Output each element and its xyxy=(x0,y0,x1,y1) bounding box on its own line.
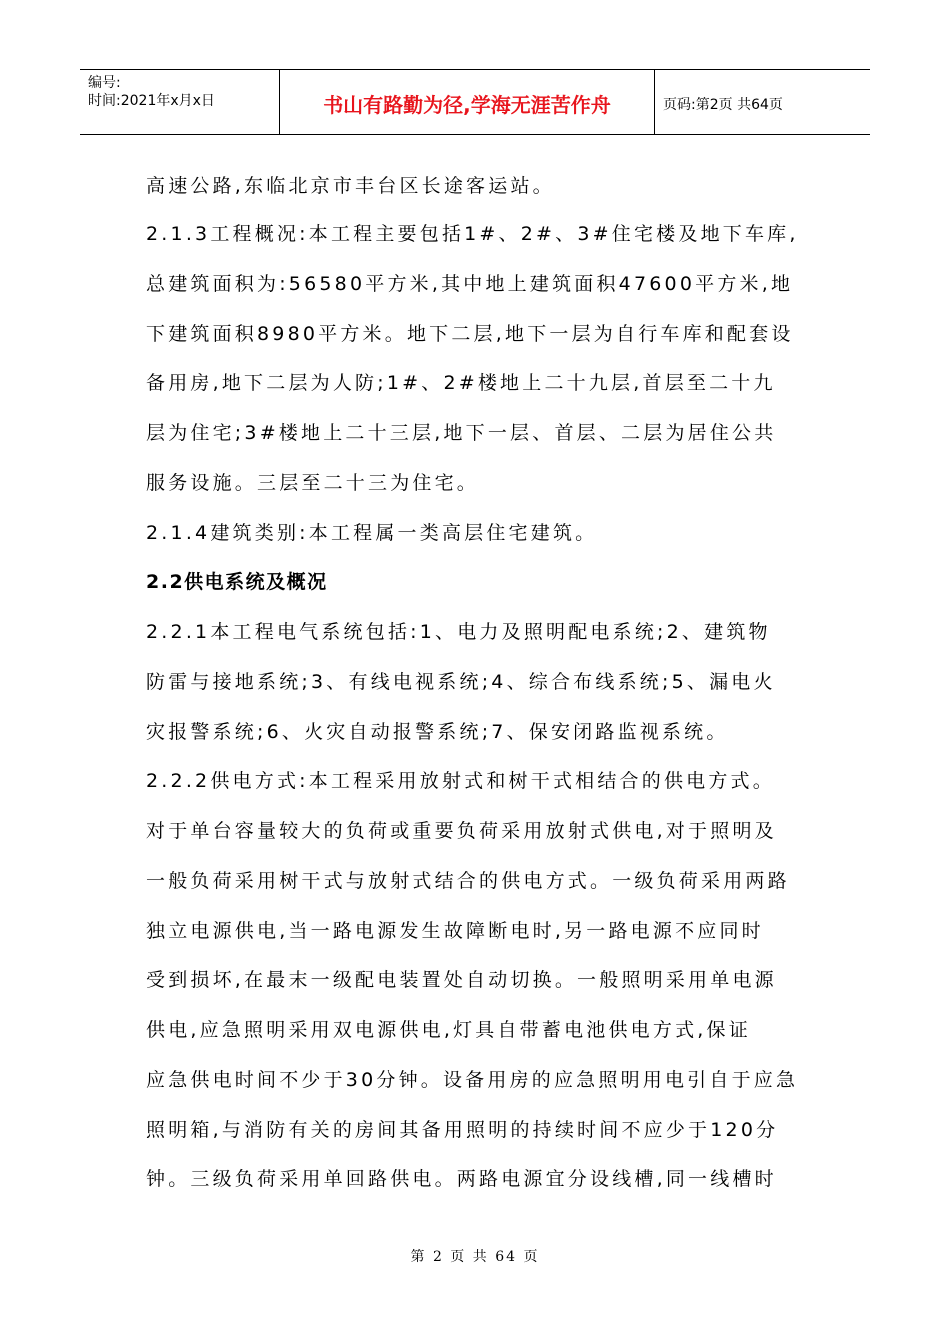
page-footer: 第 2 页 共 64 页 xyxy=(410,1249,540,1265)
body-line: 2.2.1本工程电气系统包括:1、电力及照明配电系统;2、建筑物 xyxy=(146,621,771,643)
body-line: 服务设施。三层至二十三为住宅。 xyxy=(146,472,480,494)
header-page-number: 页码:第2页 共64页 xyxy=(663,97,783,113)
body-line: 供电,应急照明采用双电源供电,灯具自带蓄电池供电方式,保证 xyxy=(146,1019,751,1041)
body-line: 层为住宅;3#楼地上二十三层,地下一层、首层、二层为居住公共 xyxy=(146,422,777,444)
document-number-label: 编号: xyxy=(88,75,121,91)
body-line: 2.1.3工程概况:本工程主要包括1#、2#、3#住宅楼及地下车库, xyxy=(146,223,799,245)
body-line: 对于单台容量较大的负荷或重要负荷采用放射式供电,对于照明及 xyxy=(146,820,777,842)
body-line: 应急供电时间不少于30分钟。设备用房的应急照明用电引自于应急 xyxy=(146,1069,799,1091)
header-motto-cell xyxy=(280,70,655,134)
body-line: 受到损坏,在最末一级配电装置处自动切换。一般照明采用单电源 xyxy=(146,969,777,991)
body-line: 备用房,地下二层为人防;1#、2#楼地上二十九层,首层至二十九 xyxy=(146,372,776,394)
header-page-cell xyxy=(655,70,870,134)
body-line: 总建筑面积为:56580平方米,其中地上建筑面积47600平方米,地 xyxy=(146,273,794,295)
section-heading: 2.2供电系统及概况 xyxy=(146,571,328,593)
body-line: 一般负荷采用树干式与放射式结合的供电方式。一级负荷采用两路 xyxy=(146,870,790,892)
body-line: 下建筑面积8980平方米。地下二层,地下一层为自行车库和配套设 xyxy=(146,323,794,345)
body-line: 照明箱,与消防有关的房间其备用照明的持续时间不应少于120分 xyxy=(146,1119,779,1141)
document-time-label: 时间:2021年x月x日 xyxy=(88,93,215,109)
body-line: 2.2.2供电方式:本工程采用放射式和树干式相结合的供电方式。 xyxy=(146,770,775,792)
header-info-cell xyxy=(80,70,280,134)
page-header xyxy=(80,69,870,135)
body-line: 独立电源供电,当一路电源发生故障断电时,另一路电源不应同时 xyxy=(146,920,764,942)
body-line: 防雷与接地系统;3、有线电视系统;4、综合布线系统;5、漏电火 xyxy=(146,671,776,693)
header-motto: 书山有路勤为径,学海无涯苦作舟 xyxy=(323,93,611,117)
body-line: 灾报警系统;6、火灾自动报警系统;7、保安闭路监视系统。 xyxy=(146,721,729,743)
body-line: 2.1.4建筑类别:本工程属一类高层住宅建筑。 xyxy=(146,522,598,544)
body-line: 钟。三级负荷采用单回路供电。两路电源宜分设线槽,同一线槽时 xyxy=(146,1168,777,1190)
body-line: 高速公路,东临北京市丰台区长途客运站。 xyxy=(146,175,555,197)
